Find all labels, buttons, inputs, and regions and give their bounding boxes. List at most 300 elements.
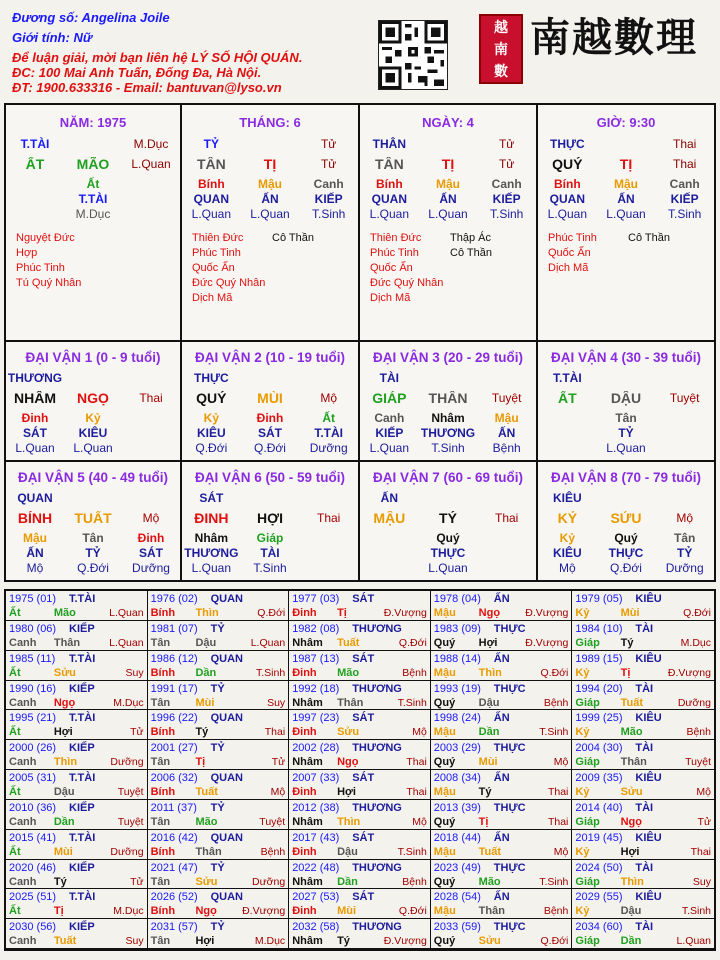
earthly-branch: Thân — [478, 905, 505, 918]
life-phase: Thai — [494, 511, 519, 525]
life-phase: Suy — [125, 935, 144, 948]
earthly-branch: Dậu — [620, 905, 642, 918]
annual-year-cell[interactable] — [148, 919, 290, 949]
ten-god: THƯƠNG — [352, 801, 402, 814]
hidden-stem: Đinh — [256, 411, 284, 425]
annual-year-cell[interactable] — [431, 591, 573, 621]
life-phase: Thai — [139, 391, 163, 405]
life-phase: Mộ — [412, 726, 427, 739]
life-phase: Q.Đới — [540, 666, 569, 679]
life-phase: Bệnh — [402, 666, 427, 679]
ten-god: THỰC — [493, 742, 526, 755]
hidden-phase: Q.Đới — [254, 441, 286, 455]
annual-year-cell[interactable] — [6, 681, 148, 711]
life-phase: M.Dục — [254, 935, 286, 948]
heavenly-stem: BÍNH — [17, 511, 53, 526]
year-label: 2027 (53) — [292, 891, 340, 904]
heavenly-stem: Quý — [433, 696, 456, 709]
dai-van-2[interactable] — [180, 340, 360, 462]
heavenly-stem: Bính — [150, 786, 176, 798]
year-label: 2019 (45) — [575, 831, 623, 844]
earthly-branch: Tý — [195, 726, 209, 739]
ten-god: TỶ — [210, 921, 225, 934]
year-label: 2017 (43) — [292, 831, 340, 844]
year-label: 2020 (46) — [9, 861, 57, 874]
annual-year-cell[interactable] — [148, 860, 290, 890]
life-phase: Thai — [547, 786, 569, 798]
life-phase: Thai — [264, 726, 286, 739]
heavenly-stem: Canh — [9, 756, 37, 769]
hidden-god: THƯƠNG — [420, 426, 476, 440]
annual-year-cell[interactable] — [148, 800, 290, 830]
annual-year-cell[interactable] — [289, 830, 431, 860]
year-label: 2002 (28) — [292, 742, 340, 755]
life-phase: Thai — [406, 786, 427, 798]
earthly-branch: Tị — [53, 905, 64, 918]
annual-year-cell[interactable] — [572, 770, 714, 800]
earthly-branch: Mão — [337, 666, 360, 679]
annual-year-cell[interactable] — [572, 830, 714, 860]
earthly-branch: Thìn — [478, 666, 502, 679]
annual-year-cell[interactable] — [289, 621, 431, 651]
annual-year-cell[interactable] — [6, 651, 148, 681]
ten-god: TÀI — [635, 921, 654, 934]
ten-god: SÁT — [352, 772, 375, 784]
qr-code-icon[interactable] — [378, 20, 448, 90]
heavenly-stem: Bính — [150, 905, 176, 918]
ten-god: ẤN — [493, 593, 510, 605]
year-label: 1979 (05) — [575, 593, 623, 605]
year-label: 1988 (14) — [433, 652, 481, 665]
life-phase: Tử — [697, 815, 711, 828]
ten-god: T.TÀI — [69, 712, 96, 725]
earthly-branch: Tuất — [53, 935, 77, 948]
dai-van-8[interactable] — [536, 460, 716, 582]
annual-year-cell[interactable] — [431, 860, 573, 890]
earthly-branch: Thân — [195, 845, 222, 858]
dai-van-title: ĐẠI VẬN 8 (70 - 79 tuổi) — [550, 470, 702, 485]
pillar-title: NĂM: 1975 — [59, 115, 127, 130]
annual-year-cell[interactable] — [572, 919, 714, 949]
heavenly-stem: Ất — [9, 905, 21, 918]
heavenly-stem: Nhâm — [292, 935, 323, 948]
hidden-god: SÁT — [139, 546, 163, 560]
life-phase: Tử — [271, 756, 286, 769]
annual-year-cell[interactable] — [431, 651, 573, 681]
life-phase: Đ.Vượng — [525, 607, 569, 619]
heavenly-stem: Canh — [9, 696, 37, 709]
year-label: 2013 (39) — [433, 801, 481, 814]
year-label: 2003 (29) — [433, 742, 481, 755]
year-label: 1987 (13) — [292, 652, 340, 665]
annual-year-cell[interactable] — [148, 889, 290, 919]
annual-luck-table — [4, 589, 716, 951]
earthly-branch: HỢI — [257, 511, 283, 526]
heavenly-stem: Giáp — [575, 935, 600, 948]
annual-year-cell[interactable] — [572, 740, 714, 770]
heavenly-stem: Nhâm — [292, 636, 323, 649]
year-label: 2023 (49) — [433, 861, 481, 874]
hidden-stem: Kỷ — [85, 411, 101, 425]
heavenly-stem: ẤT — [557, 391, 577, 406]
heavenly-stem: QUÝ — [552, 157, 583, 172]
heavenly-stem: Đinh — [292, 607, 317, 619]
ten-god: THƯƠNG — [7, 371, 63, 385]
earthly-branch: Hợi — [620, 845, 640, 858]
annual-year-cell[interactable] — [572, 651, 714, 681]
heavenly-stem: NHÂM — [14, 391, 56, 406]
heavenly-stem: Tân — [150, 636, 171, 649]
life-phase: Dưỡng — [251, 875, 286, 888]
year-label: 1975 (01) — [9, 593, 57, 605]
life-phase: T.Sinh — [255, 666, 286, 679]
earthly-branch: NGỌ — [77, 391, 109, 406]
annual-year-cell[interactable] — [6, 591, 148, 621]
year-label: 2034 (60) — [575, 921, 623, 934]
dai-van-grid — [4, 342, 716, 582]
annual-year-cell[interactable] — [289, 860, 431, 890]
ten-god: QUAN — [210, 891, 243, 904]
life-phase: Tuyệt — [491, 391, 522, 405]
earthly-branch: Thìn — [337, 815, 361, 828]
life-phase: M.Dục — [113, 905, 144, 918]
year-label: 2006 (32) — [150, 772, 198, 784]
annual-year-cell[interactable] — [431, 710, 573, 740]
annual-year-cell[interactable] — [431, 830, 573, 860]
heavenly-stem: Quý — [433, 875, 456, 888]
life-phase: Mộ — [320, 391, 337, 405]
dai-van-4[interactable] — [536, 340, 716, 462]
earthly-branch: Thìn — [620, 875, 644, 888]
year-label: 2010 (36) — [9, 801, 57, 814]
hidden-stem: Tân — [82, 531, 104, 545]
earthly-branch: Tị — [195, 756, 206, 769]
hidden-god: TÀI — [260, 546, 280, 560]
heavenly-stem: Giáp — [575, 636, 600, 649]
earthly-branch: Mùi — [478, 756, 498, 769]
annual-year-cell[interactable] — [148, 681, 290, 711]
annual-year-cell[interactable] — [289, 651, 431, 681]
heavenly-stem: Ất — [9, 666, 21, 679]
ten-god: TỶ — [210, 682, 225, 695]
ten-god: THƯƠNG — [352, 682, 402, 695]
hidden-phase: L.Quan — [15, 441, 55, 455]
heavenly-stem: Kỷ — [575, 845, 590, 858]
ten-god: T.TÀI — [69, 593, 96, 605]
year-label: 2000 (26) — [9, 742, 57, 755]
pillar-title: GIỜ: 9:30 — [596, 115, 656, 130]
earthly-branch: TỊ — [441, 157, 455, 172]
year-label: 2008 (34) — [433, 772, 481, 784]
annual-year-cell[interactable] — [572, 889, 714, 919]
annual-year-cell[interactable] — [431, 889, 573, 919]
hidden-phase: Q.Đới — [610, 561, 642, 575]
dai-van-5[interactable] — [4, 460, 182, 582]
heavenly-stem: Tân — [150, 935, 171, 948]
hidden-phase: Q.Đới — [77, 561, 109, 575]
annual-year-cell[interactable] — [148, 830, 290, 860]
heavenly-stem: Tân — [150, 696, 171, 709]
ten-god: KIẾP — [69, 801, 95, 814]
heavenly-stem: Kỷ — [575, 607, 590, 619]
life-phase: M.Dục — [113, 696, 144, 709]
annual-year-cell[interactable] — [6, 710, 148, 740]
annual-year-cell[interactable] — [431, 740, 573, 770]
earthly-branch: Tị — [478, 815, 489, 828]
hidden-god: SÁT — [23, 426, 47, 440]
annual-year-cell[interactable] — [6, 889, 148, 919]
earthly-branch: DẬU — [610, 391, 642, 406]
hidden-stem: Mậu — [494, 411, 519, 425]
annual-year-cell[interactable] — [148, 710, 290, 740]
annual-year-cell[interactable] — [431, 800, 573, 830]
ten-god: KIÊU — [635, 772, 662, 784]
life-phase: Thai — [316, 511, 341, 525]
ten-god: SÁT — [352, 712, 375, 725]
ten-god: THỰC — [493, 801, 526, 814]
year-label: 1991 (17) — [150, 682, 198, 695]
dai-van-title: ĐẠI VẬN 3 (20 - 29 tuổi) — [372, 350, 524, 365]
life-phase: Đ.Vượng — [667, 666, 711, 679]
annual-year-cell[interactable] — [148, 591, 290, 621]
heavenly-stem: Giáp — [575, 756, 600, 769]
life-phase: Q.Đới — [683, 607, 711, 619]
hidden-god: THƯƠNG — [184, 546, 239, 560]
life-phase: Tuyệt — [685, 756, 711, 769]
year-label: 1985 (11) — [9, 652, 56, 665]
annual-year-cell[interactable] — [148, 740, 290, 770]
hidden-god: KIÊU — [552, 546, 582, 560]
year-label: 1982 (08) — [292, 622, 340, 635]
earthly-branch: Sửu — [478, 935, 501, 948]
earthly-branch: TỊ — [619, 157, 633, 172]
dai-van-title: ĐẠI VẬN 2 (10 - 19 tuổi) — [194, 350, 346, 365]
heavenly-stem: TÂN — [374, 157, 404, 172]
star-list: Nguyệt Đức Hợp Phúc Tinh Tú Quý Nhân — [16, 232, 82, 289]
hidden-phase: T.Sinh — [253, 561, 287, 575]
life-phase: Mộ — [270, 786, 286, 798]
pillar-title: NGÀY: 4 — [422, 115, 474, 130]
dai-van-3[interactable] — [358, 340, 538, 462]
ten-god: THƯƠNG — [352, 622, 402, 635]
heavenly-stem: Ất — [9, 607, 21, 619]
ten-god: TÀI — [635, 682, 654, 695]
pillar-hour: GIỜ: 9:30 THỰC Thai QUÝ TỊ Thai Bính Mậu Canh QUAN ẤN KIẾP L.Quan L.Quan T.Sinh Phúc Tinh Cô Thần Quốc Ấn Dịch Mã — [536, 103, 716, 342]
earthly-branch: Tuất — [195, 786, 218, 798]
annual-year-cell[interactable] — [431, 621, 573, 651]
year-label: 2014 (40) — [575, 801, 623, 814]
annual-year-cell[interactable] — [6, 860, 148, 890]
client-name: Đương số: Angelina Joile — [12, 10, 170, 25]
earthly-branch: TÝ — [439, 511, 457, 526]
hidden-stem: Canh — [374, 411, 405, 425]
year-label: 2007 (33) — [292, 772, 340, 784]
star-list: Thiên Đức Thập Ác Phúc Tinh Cô Thần Quốc Ấn Đức Quý Nhân Dịch Mã — [370, 232, 492, 304]
annual-year-cell[interactable] — [572, 681, 714, 711]
annual-year-cell[interactable] — [289, 919, 431, 949]
annual-year-cell[interactable] — [6, 621, 148, 651]
year-label: 2005 (31) — [9, 772, 57, 784]
life-phase: Dưỡng — [110, 756, 144, 769]
ten-god: SÁT — [352, 891, 375, 904]
ten-god: T.TÀI — [552, 371, 582, 385]
heavenly-stem: Bính — [150, 607, 176, 619]
annual-year-cell[interactable] — [6, 830, 148, 860]
dai-van-6[interactable] — [180, 460, 360, 582]
annual-year-cell[interactable] — [148, 651, 290, 681]
annual-year-cell[interactable] — [289, 681, 431, 711]
dai-van-7[interactable] — [358, 460, 538, 582]
annual-year-cell[interactable] — [6, 800, 148, 830]
ten-god: KIÊU — [635, 831, 662, 844]
hidden-god: KIẾP — [375, 426, 404, 440]
earthly-branch: Dần — [337, 875, 358, 888]
heavenly-stem: Kỷ — [575, 905, 590, 918]
ten-god: SÁT — [199, 491, 224, 505]
earthly-branch: Sửu — [620, 786, 643, 798]
heavenly-stem: Mậu — [433, 607, 456, 619]
annual-year-cell[interactable] — [148, 621, 290, 651]
life-phase: Thai — [690, 845, 711, 858]
year-label: 2024 (50) — [575, 861, 623, 874]
annual-year-cell[interactable] — [6, 770, 148, 800]
year-label: 1998 (24) — [433, 712, 481, 725]
dai-van-1[interactable] — [4, 340, 182, 462]
hidden-phase: Dưỡng — [309, 441, 348, 455]
heavenly-stem: Quý — [433, 756, 456, 769]
life-phase: Đ.Vượng — [242, 905, 286, 918]
year-label: 1981 (07) — [150, 622, 198, 635]
heavenly-stem: Đinh — [292, 726, 317, 739]
heavenly-stem: Đinh — [292, 786, 317, 798]
heavenly-stem: Tân — [150, 815, 171, 828]
hidden-stem: Mậu — [23, 531, 47, 545]
earthly-branch: Ngọ — [620, 815, 642, 828]
annual-year-cell[interactable] — [6, 919, 148, 949]
heavenly-stem: Giáp — [575, 875, 600, 888]
hidden-stem: Nhâm — [431, 411, 465, 425]
hidden-stem: Đinh — [21, 411, 49, 425]
hidden-phase: Dưỡng — [132, 561, 170, 575]
annual-year-cell[interactable] — [572, 591, 714, 621]
year-label: 1986 (12) — [150, 652, 198, 665]
year-label: 1990 (16) — [9, 682, 57, 695]
year-label: 1994 (20) — [575, 682, 623, 695]
annual-year-cell[interactable] — [572, 800, 714, 830]
annual-year-cell[interactable] — [572, 860, 714, 890]
hidden-phase: L.Quan — [73, 441, 113, 455]
earthly-branch: Thìn — [53, 756, 78, 769]
year-label: 2030 (56) — [9, 921, 57, 934]
ten-god: ẤN — [493, 891, 510, 904]
earthly-branch: Tý — [478, 786, 492, 798]
life-phase: L.Quan — [109, 636, 144, 649]
hidden-god: TỶ — [85, 546, 101, 560]
annual-year-cell[interactable] — [572, 621, 714, 651]
earthly-branch: Thìn — [195, 607, 219, 619]
year-label: 2032 (58) — [292, 921, 340, 934]
earthly-branch: Sửu — [53, 666, 76, 679]
ten-god: TỶ — [210, 742, 225, 755]
earthly-branch: Sửu — [195, 875, 218, 888]
earthly-branch: Tuất — [620, 696, 643, 709]
heavenly-stem: Kỷ — [575, 726, 590, 739]
annual-year-cell[interactable] — [6, 740, 148, 770]
year-label: 2009 (35) — [575, 772, 623, 784]
heavenly-stem: Canh — [9, 935, 37, 948]
ten-god: T.TÀI — [69, 831, 96, 844]
hidden-stem: Nhâm — [194, 531, 228, 545]
heavenly-stem: Đinh — [292, 905, 317, 918]
annual-year-cell[interactable] — [431, 681, 573, 711]
annual-year-cell[interactable] — [289, 889, 431, 919]
heavenly-stem: Ất — [9, 726, 21, 739]
hidden-phase: Q.Đới — [195, 441, 228, 455]
dai-van-title: ĐẠI VẬN 1 (0 - 9 tuổi) — [25, 350, 161, 365]
heavenly-stem: Mậu — [433, 666, 456, 679]
brand-logo: 南越數理 — [530, 14, 698, 61]
hidden-god: TỶ — [676, 546, 693, 560]
life-phase: L.Quan — [250, 636, 286, 649]
life-phase: Mộ — [553, 845, 569, 858]
earthly-branch: Thân — [53, 636, 81, 649]
annual-year-cell[interactable] — [148, 770, 290, 800]
earthly-branch: Tý — [337, 935, 350, 948]
heavenly-stem: Quý — [433, 636, 456, 649]
earthly-branch: Mùi — [337, 905, 357, 918]
life-phase: Q.Đới — [257, 607, 286, 619]
annual-year-cell[interactable] — [289, 770, 431, 800]
earthly-branch: Dậu — [478, 696, 500, 709]
earthly-branch: Tuất — [478, 845, 502, 858]
annual-year-cell[interactable] — [289, 800, 431, 830]
ten-god: T.TÀI — [69, 891, 96, 904]
earthly-branch: Hợi — [337, 786, 356, 798]
heavenly-stem: Ất — [9, 845, 21, 858]
annual-year-cell[interactable] — [289, 591, 431, 621]
ten-god: KIẾP — [69, 622, 95, 635]
earthly-branch: Mùi — [195, 696, 215, 709]
earthly-branch: Mùi — [620, 607, 640, 619]
earthly-branch: Dậu — [53, 786, 75, 798]
hidden-phase: Bệnh — [492, 441, 521, 455]
heavenly-stem: Canh — [9, 815, 37, 828]
annual-year-cell[interactable] — [572, 710, 714, 740]
year-label: 1995 (21) — [9, 712, 57, 725]
hidden-god: ẤN — [26, 546, 44, 560]
year-label: 2026 (52) — [150, 891, 198, 904]
annual-year-cell[interactable] — [431, 770, 573, 800]
life-phase: Bệnh — [402, 875, 427, 888]
annual-year-cell[interactable] — [289, 710, 431, 740]
hidden-stem: Kỷ — [203, 411, 219, 425]
year-label: 1983 (09) — [433, 622, 481, 635]
earthly-branch: Dậu — [195, 636, 217, 649]
hidden-phase: L.Quan — [369, 441, 410, 455]
earthly-branch: THÂN — [428, 391, 468, 406]
hidden-god: KIÊU — [196, 426, 226, 440]
hidden-god: T.TÀI — [314, 426, 343, 440]
earthly-branch: Hợi — [195, 935, 215, 948]
heavenly-stem: Giáp — [575, 696, 600, 709]
pillar-title: THÁNG: 6 — [239, 115, 301, 130]
annual-year-cell[interactable] — [431, 919, 573, 949]
annual-year-cell[interactable] — [289, 740, 431, 770]
heavenly-stem: Đinh — [292, 666, 317, 679]
hidden-phase: Mộ — [26, 561, 44, 575]
pillar-day: NGÀY: 4 THÂN Tử TÂN TỊ Tử Bính Mậu Canh QUAN ẤN KIẾP L.Quan L.Quan T.Sinh Thiên Đức Thập Ác Phúc Tinh Cô Thần Quốc Ấn Đức Quý Nhân Dịch Mã — [358, 103, 538, 342]
year-label: 2033 (59) — [433, 921, 481, 934]
